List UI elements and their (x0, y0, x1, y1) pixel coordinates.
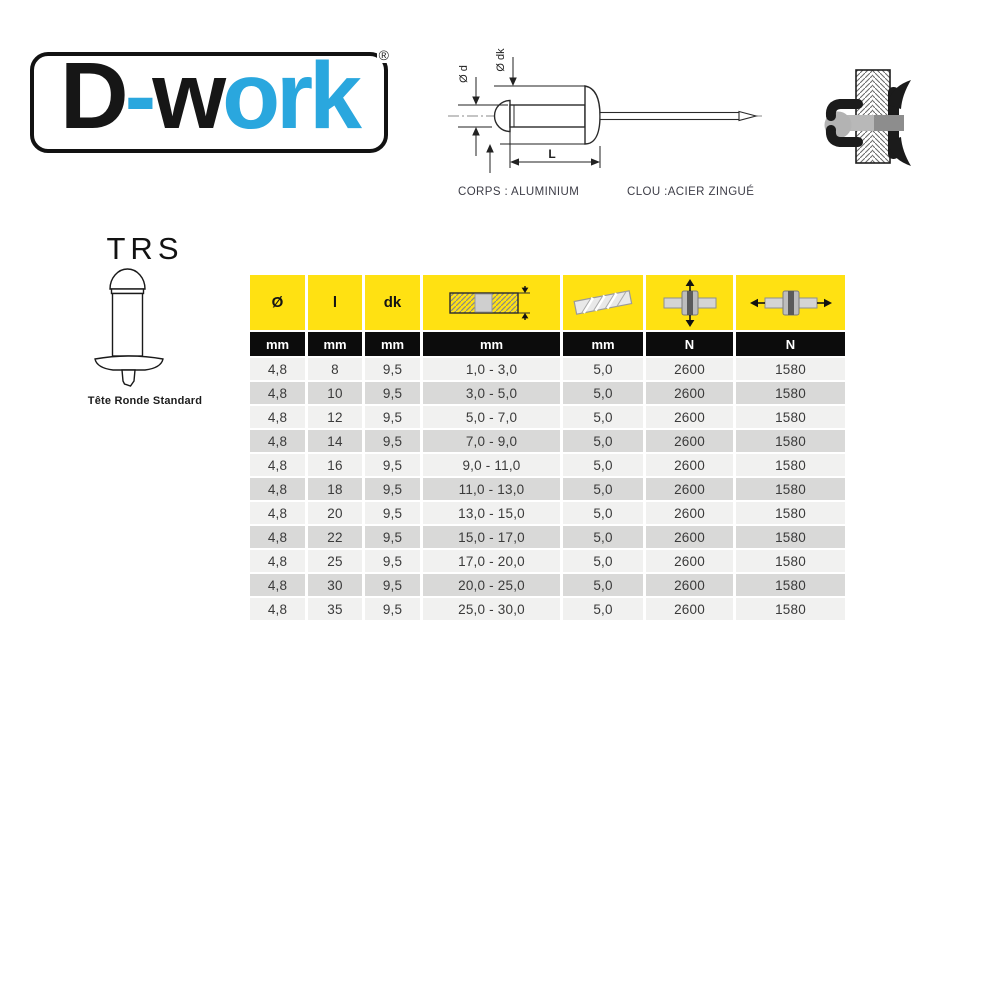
header-length-label: l (332, 294, 338, 311)
unit-cell: mm (365, 332, 423, 358)
registered-trademark-symbol: ® (378, 47, 389, 63)
table-cell: 2600 (646, 574, 736, 598)
mandrel-tip (739, 112, 756, 121)
table-cell: 12 (308, 406, 365, 430)
table-cell: 5,0 (563, 478, 646, 502)
table-cell: 4,8 (250, 382, 308, 406)
table-cell: 5,0 (563, 430, 646, 454)
header-head-diameter (365, 275, 423, 332)
table-cell: 22 (308, 526, 365, 550)
mandrel-stem-outline (600, 113, 740, 120)
table-cell: 7,0 - 9,0 (423, 430, 563, 454)
table-cell: 4,8 (250, 526, 308, 550)
table-row (250, 454, 845, 478)
table-cell: 4,8 (250, 358, 308, 382)
table-cell: 9,5 (365, 454, 423, 478)
dimension-d-label: Ø d (458, 65, 470, 83)
table-row (250, 382, 845, 406)
table-cell: 5,0 - 7,0 (423, 406, 563, 430)
table-cell: 15,0 - 17,0 (423, 526, 563, 550)
table-cell: 1580 (736, 382, 845, 406)
unit-cell: mm (423, 332, 563, 358)
table-cell: 4,8 (250, 574, 308, 598)
mandrel-stem-dark (874, 115, 904, 131)
table-cell: 1580 (736, 358, 845, 382)
body-outline (113, 294, 143, 357)
table-cell: 25 (308, 550, 365, 574)
table-cell: 2600 (646, 478, 736, 502)
tensile-strength-icon (749, 285, 833, 321)
table-cell: 9,5 (365, 526, 423, 550)
grip-range-icon (446, 286, 538, 320)
table-cell: 9,5 (365, 598, 423, 622)
table-cell: 1580 (736, 526, 845, 550)
installed-rivet-cross-section (800, 43, 920, 175)
table-cell: 2600 (646, 526, 736, 550)
table-cell: 2600 (646, 454, 736, 478)
header-diameter (250, 275, 308, 332)
table-cell: 5,0 (563, 550, 646, 574)
table-cell: 16 (308, 454, 365, 478)
logo-part-w: w (152, 43, 223, 149)
table-row (250, 358, 845, 382)
table-cell: 20 (308, 502, 365, 526)
shear-strength-icon (660, 279, 720, 327)
dimension-dk-label: Ø dk (495, 48, 507, 72)
table-cell: 4,8 (250, 502, 308, 526)
table-cell: 5,0 (563, 406, 646, 430)
table-unit-row (250, 332, 845, 358)
header-grip-range (423, 275, 563, 332)
table-cell: 1,0 - 3,0 (423, 358, 563, 382)
table-cell: 13,0 - 15,0 (423, 502, 563, 526)
header-tensile-strength (736, 275, 845, 332)
header-diameter-label: Ø (271, 294, 284, 311)
table-cell: 4,8 (250, 598, 308, 622)
table-cell: 14 (308, 430, 365, 454)
trs-rivet-illustration (85, 258, 185, 393)
table-cell: 2600 (646, 382, 736, 406)
table-cell: 9,5 (365, 406, 423, 430)
product-code: TRS (106, 231, 184, 266)
table-cell: 4,8 (250, 454, 308, 478)
table-row (250, 430, 845, 454)
table-cell: 2600 (646, 502, 736, 526)
header-length (308, 275, 365, 332)
table-cell: 9,5 (365, 358, 423, 382)
rivet-body-outline (510, 105, 585, 127)
logo-part-d: D (60, 43, 125, 149)
table-cell: 4,8 (250, 550, 308, 574)
logo-part-ork: ork (222, 43, 358, 149)
table-cell: 1580 (736, 550, 845, 574)
table-cell: 1580 (736, 502, 845, 526)
table-cell: 35 (308, 598, 365, 622)
table-cell: 9,5 (365, 550, 423, 574)
table-cell: 1580 (736, 454, 845, 478)
drill-diameter-icon (570, 286, 636, 320)
body-material-label: CORPS : ALUMINIUM (458, 186, 580, 198)
table-row (250, 502, 845, 526)
table-cell: 2600 (646, 430, 736, 454)
rivet-dimension-drawing (438, 30, 768, 192)
table-cell: 5,0 (563, 358, 646, 382)
table-cell: 9,5 (365, 574, 423, 598)
table-header-row (250, 275, 845, 332)
header-head-diameter-label: dk (383, 294, 402, 311)
table-cell: 10 (308, 382, 365, 406)
product-caption: Tête Ronde Standard (87, 395, 203, 407)
table-cell: 1580 (736, 430, 845, 454)
table-cell: 5,0 (563, 502, 646, 526)
table-cell: 5,0 (563, 382, 646, 406)
logo-part-dash: - (124, 43, 153, 149)
table-row (250, 478, 845, 502)
table-cell: 4,8 (250, 478, 308, 502)
unit-cell: N (736, 332, 845, 358)
header-shear-strength (646, 275, 736, 332)
table-row (250, 574, 845, 598)
table-row (250, 550, 845, 574)
dome-head-outline (110, 269, 145, 289)
flange-outline (585, 86, 600, 144)
table-cell: 2600 (646, 406, 736, 430)
unit-cell: mm (563, 332, 646, 358)
table-cell: 9,5 (365, 478, 423, 502)
flange-saucer-outline (95, 356, 163, 370)
unit-cell: mm (250, 332, 308, 358)
spec-table (250, 275, 845, 622)
unit-cell: mm (308, 332, 365, 358)
table-row (250, 598, 845, 622)
table-cell: 3,0 - 5,0 (423, 382, 563, 406)
table-cell: 20,0 - 25,0 (423, 574, 563, 598)
header-drill-diameter (563, 275, 646, 332)
table-cell: 5,0 (563, 526, 646, 550)
dimension-l-label: L (548, 147, 556, 161)
table-cell: 17,0 - 20,0 (423, 550, 563, 574)
table-cell: 1580 (736, 598, 845, 622)
table-cell: 4,8 (250, 406, 308, 430)
table-cell: 1580 (736, 478, 845, 502)
table-cell: 2600 (646, 598, 736, 622)
table-cell: 9,5 (365, 430, 423, 454)
table-cell: 18 (308, 478, 365, 502)
table-cell: 8 (308, 358, 365, 382)
dwork-logo-text (60, 43, 358, 156)
table-cell: 30 (308, 574, 365, 598)
table-cell: 9,0 - 11,0 (423, 454, 563, 478)
table-cell: 25,0 - 30,0 (423, 598, 563, 622)
table-cell: 2600 (646, 358, 736, 382)
table-cell: 5,0 (563, 598, 646, 622)
table-cell: 2600 (646, 550, 736, 574)
dwork-logo (30, 43, 389, 153)
unit-cell: N (646, 332, 736, 358)
table-cell: 1580 (736, 406, 845, 430)
table-cell: 11,0 - 13,0 (423, 478, 563, 502)
table-cell: 9,5 (365, 382, 423, 406)
table-cell: 4,8 (250, 430, 308, 454)
table-row (250, 406, 845, 430)
table-cell: 1580 (736, 574, 845, 598)
table-cell: 5,0 (563, 574, 646, 598)
nail-material-label: CLOU :ACIER ZINGUÉ (627, 186, 755, 198)
table-body (250, 358, 845, 622)
table-cell: 9,5 (365, 502, 423, 526)
mandrel-tail-outline (122, 370, 135, 386)
table-cell: 5,0 (563, 454, 646, 478)
table-row (250, 526, 845, 550)
